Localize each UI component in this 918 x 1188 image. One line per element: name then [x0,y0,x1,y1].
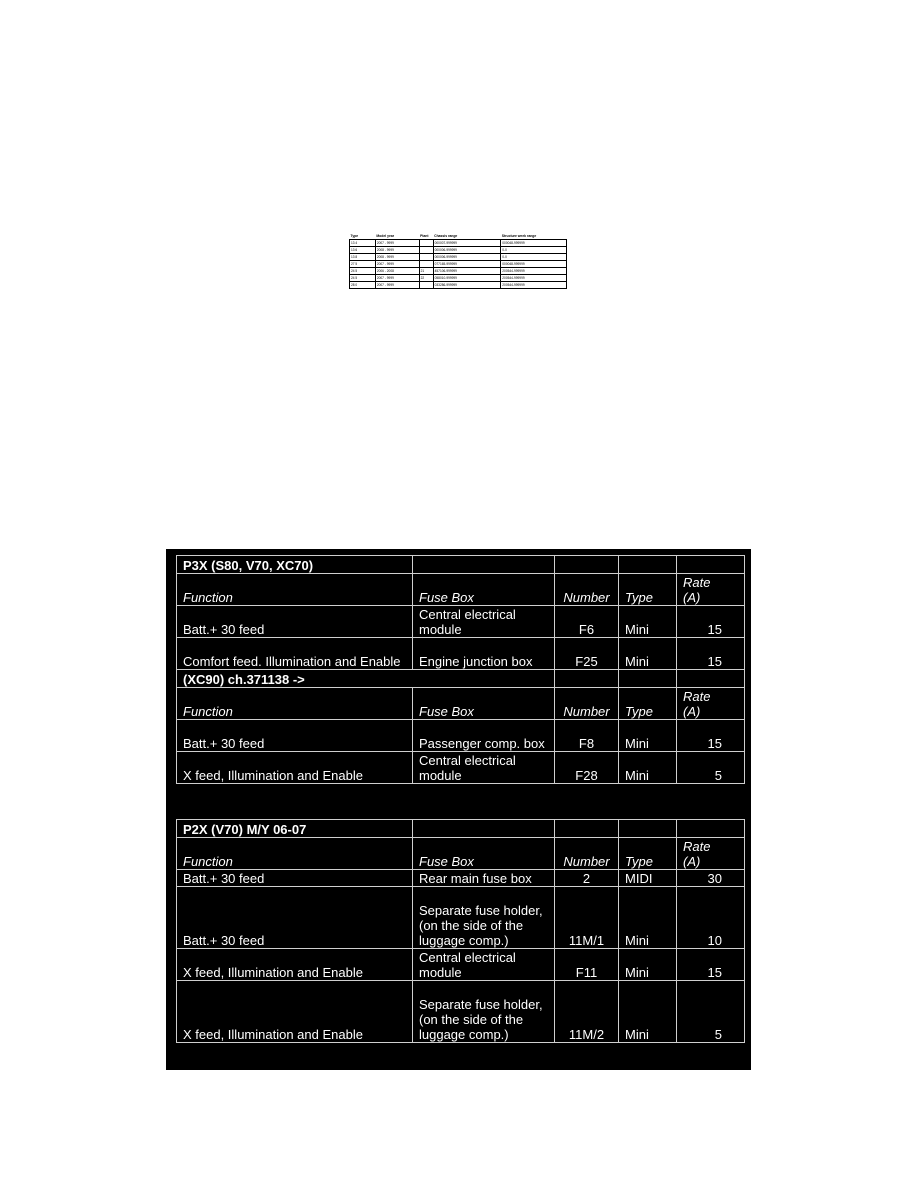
cell-fuse-box: Rear main fuse box [413,870,555,887]
table-cell: 0-0 [501,254,567,261]
cell-fuse-box: Central electrical module [413,606,555,638]
table-row [177,949,745,981]
table-cell [619,670,677,688]
cell-rate: 15 [677,720,745,752]
table-cell: 2007 - 9999 [375,282,419,289]
cell-function: Batt.+ 30 feed [177,887,413,949]
table-row [350,261,567,268]
fuse-table-header-row [177,574,745,606]
cell-fuse-box: Central electrical module [413,949,555,981]
cell-rate: 10 [677,887,745,949]
cell-function: X feed, Illumination and Enable [177,752,413,784]
table-cell [677,556,745,574]
table-cell: 24 5 [350,275,376,282]
header-type: Type [619,574,677,606]
cell-number: F6 [555,606,619,638]
table-cell [555,670,619,688]
table-cell: 200544-999999 [501,282,567,289]
fuse-table-header-row [177,838,745,870]
cell-rate: 15 [677,638,745,670]
header-type: Type [619,838,677,870]
header-number: Number [555,688,619,720]
cell-type: Mini [619,887,677,949]
table-row [177,720,745,752]
header-rate: Rate (A) [677,574,745,606]
table-row [350,275,567,282]
fuse-table-subtitle: (XC90) ch.371138 -> [177,670,555,688]
table-cell: 21 [419,268,433,275]
table-cell [677,820,745,838]
table-cell: 000006-999999 [433,254,501,261]
header-fuse-box: Fuse Box [413,838,555,870]
vehicle-table-header: Structure week range [501,234,537,238]
fuse-table-title-row [177,820,745,838]
cell-type: Mini [619,638,677,670]
table-cell [419,282,433,289]
cell-number: 11M/2 [555,981,619,1043]
cell-type: Mini [619,606,677,638]
table-cell: 22 [419,275,433,282]
header-function: Function [177,688,413,720]
table-cell [419,247,433,254]
table-row [350,240,567,247]
cell-fuse-box: Separate fuse holder, (on the side of the luggage comp.) [413,981,555,1043]
table-row [177,752,745,784]
table-cell: 000048-999999 [501,261,567,268]
fuse-table-title: P3X (S80, V70, XC70) [177,556,413,574]
cell-rate: 5 [677,752,745,784]
cell-function: X feed, Illumination and Enable [177,949,413,981]
fuse-table-title: P2X (V70) M/Y 06-07 [177,820,413,838]
table-row [350,247,567,254]
fuse-table-header-row [177,688,745,720]
cell-rate: 5 [677,981,745,1043]
vehicle-table-header: Chassis range [434,234,458,238]
table-cell [677,670,745,688]
fuse-table-title-row [177,556,745,574]
header-fuse-box: Fuse Box [413,688,555,720]
table-cell: 13 6 [350,247,376,254]
cell-function: Comfort feed. Illumination and Enable [177,638,413,670]
table-row [177,606,745,638]
table-cell: 2007 - 9999 [375,240,419,247]
header-rate: Rate (A) [677,838,745,870]
table-cell: 200544-999999 [501,268,567,275]
table-cell: 2007 - 9999 [375,275,419,282]
table-cell: 0-0 [501,247,567,254]
table-cell: 457106-999999 [433,268,501,275]
table-cell [555,820,619,838]
table-cell: 000007-999999 [433,240,501,247]
cell-rate: 15 [677,949,745,981]
header-type: Type [619,688,677,720]
cell-type: Mini [619,949,677,981]
table-cell: 000006-999999 [433,247,501,254]
table-cell [619,820,677,838]
cell-number: 2 [555,870,619,887]
vehicle-applicability-table [349,234,567,289]
cell-function: Batt.+ 30 feed [177,606,413,638]
vehicle-table-header: Plant [420,234,429,238]
cell-type: Mini [619,720,677,752]
table-row [177,981,745,1043]
header-function: Function [177,838,413,870]
cell-type: Mini [619,981,677,1043]
table-cell: 28 0 [350,282,376,289]
fuse-panel [166,549,751,1070]
header-number: Number [555,838,619,870]
table-cell: 033286-999999 [433,282,501,289]
table-cell: 000048-999999 [501,240,567,247]
fuse-table-subtitle-row [177,670,745,688]
table-row [177,887,745,949]
table-cell [555,556,619,574]
vehicle-table-header: Model year [376,234,395,238]
cell-number: F25 [555,638,619,670]
table-cell: 13 8 [350,254,376,261]
table-cell [413,556,555,574]
table-cell: 13 4 [350,240,376,247]
header-number: Number [555,574,619,606]
cell-type: Mini [619,752,677,784]
table-cell [419,261,433,268]
table-row [350,268,567,275]
cell-function: Batt.+ 30 feed [177,720,413,752]
fuse-table-p3x [176,555,745,784]
cell-fuse-box: Engine junction box [413,638,555,670]
table-row [177,870,745,887]
table-cell: 058010-999999 [433,275,501,282]
table-cell: 24 5 [350,268,376,275]
cell-number: 11M/1 [555,887,619,949]
table-cell [413,820,555,838]
table-row [350,254,567,261]
cell-number: F11 [555,949,619,981]
table-cell: 077165-999999 [433,261,501,268]
header-rate: Rate (A) [677,688,745,720]
table-cell: 2008 - 9999 [375,247,419,254]
table-row [177,638,745,670]
header-fuse-box: Fuse Box [413,574,555,606]
cell-fuse-box: Central electrical module [413,752,555,784]
fuse-table-p2x [176,819,745,1043]
table-cell: 200544-999999 [501,275,567,282]
cell-number: F8 [555,720,619,752]
table-cell [419,240,433,247]
table-row [350,282,567,289]
table-cell [619,556,677,574]
vehicle-table-header: Type [350,234,359,238]
cell-number: F28 [555,752,619,784]
header-function: Function [177,574,413,606]
cell-type: MIDI [619,870,677,887]
cell-rate: 15 [677,606,745,638]
table-cell: 2008 - 9999 [375,254,419,261]
table-cell: 2007 - 9999 [375,261,419,268]
cell-function: X feed, Illumination and Enable [177,981,413,1043]
table-cell [419,254,433,261]
table-cell: 2006 - 2008 [375,268,419,275]
table-cell: 27 5 [350,261,376,268]
cell-fuse-box: Separate fuse holder, (on the side of the luggage comp.) [413,887,555,949]
cell-fuse-box: Passenger comp. box [413,720,555,752]
cell-function: Batt.+ 30 feed [177,870,413,887]
cell-rate: 30 [677,870,745,887]
